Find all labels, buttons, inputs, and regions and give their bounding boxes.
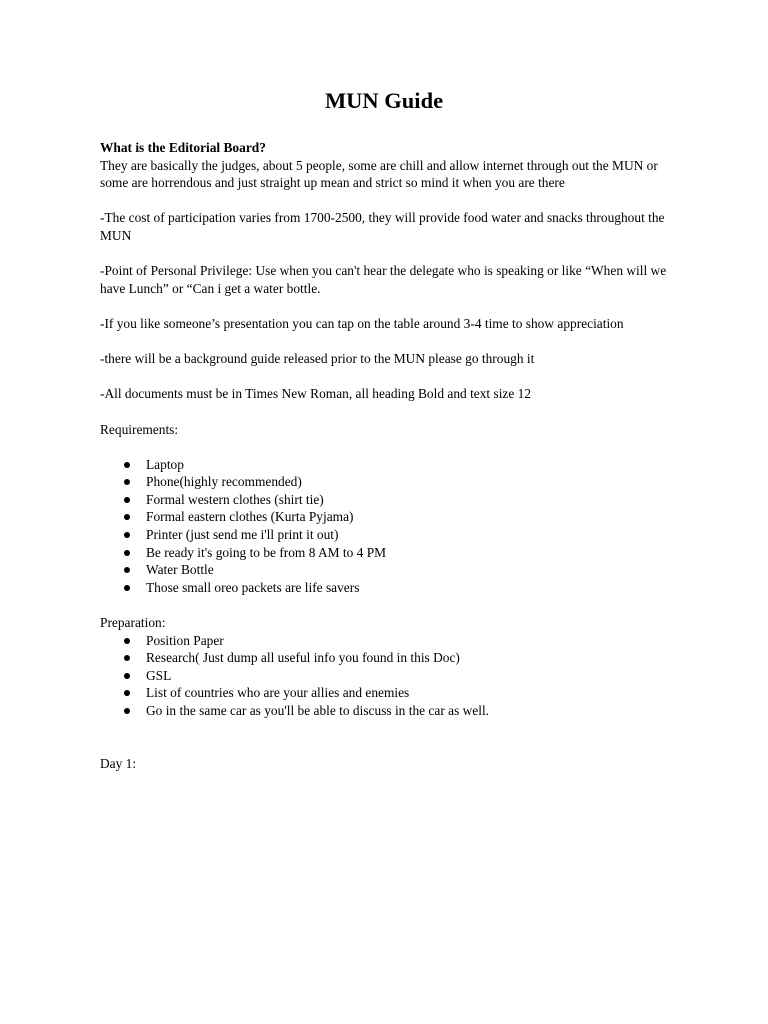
requirements-list [100,456,670,597]
list-item-text: Formal western clothes (shirt tie) [146,491,324,507]
bullet-icon [124,514,130,520]
bullet-icon [124,497,130,503]
list-item-text: Printer (just send me i'll print it out) [146,527,339,543]
bullet-icon [124,673,130,679]
preparation-heading: Preparation: [100,615,166,631]
requirements-heading: Requirements: [100,421,179,437]
list-item-text: Those small oreo packets are life savers [146,579,360,595]
preparation-list [100,632,670,720]
list-item-text: Water Bottle [146,562,214,578]
bullet-icon [124,690,130,696]
note-paragraph: -Point of Personal Privilege: Use when you can't hear the delegate who is speaking or like “When will we have Lunch” or “Can i get a water bottle. [100,263,667,296]
list-item-text: Go in the same car as you'll be able to discuss in the car as well. [146,703,490,718]
list-item-text: Research( Just dump all useful info you found in this Doc) [146,650,460,666]
list-item [100,649,670,667]
list-item [100,544,670,562]
bullet-icon [124,462,130,468]
list-item [100,473,670,491]
list-item [100,456,670,474]
bullet-icon [124,532,130,538]
note-paragraph: -there will be a background guide released prior to the MUN please go through it [100,351,535,367]
bullet-icon [124,655,130,661]
list-item [100,702,670,720]
list-item-text: Be ready it's going to be from 8 AM to 4 PM [146,544,387,560]
page-title: MUN Guide [324,88,444,113]
list-item-text: Phone(highly recommended) [146,474,302,490]
list-item [100,561,670,579]
list-item [100,526,670,544]
list-item [100,491,670,509]
list-item-text: Laptop [146,456,184,472]
bullet-icon [124,585,130,591]
day1-heading: Day 1: [100,755,137,771]
list-item [100,684,670,702]
editorial-body: They are basically the judges, about 5 people, some are chill and allow internet through out the MUN or some are horrendous and just straight up mean and strict so mind it when you are there [100,157,658,191]
note-paragraph: -If you like someone’s presentation you can tap on the table around 3-4 time to show appreciation [100,315,624,331]
bullet-icon [124,567,130,573]
list-item [100,579,670,597]
bullet-icon [124,638,130,644]
list-item-text: Position Paper [146,632,224,648]
note-paragraph: -The cost of participation varies from 1700-2500, they will provide food water and snacks throughout the MUN [100,210,665,243]
bullet-icon [124,708,130,714]
bullet-icon [124,550,130,556]
list-item [100,632,670,650]
list-item [100,667,670,685]
list-item-text: GSL [146,667,172,683]
editorial-heading: What is the Editorial Board? [100,140,266,155]
list-item-text: Formal eastern clothes (Kurta Pyjama) [146,509,354,525]
document-body [100,139,670,772]
list-item-text: List of countries who are your allies and enemies [146,685,410,701]
list-item [100,508,670,526]
note-paragraph: -All documents must be in Times New Roman, all heading Bold and text size 12 [100,386,532,402]
bullet-icon [124,479,130,485]
